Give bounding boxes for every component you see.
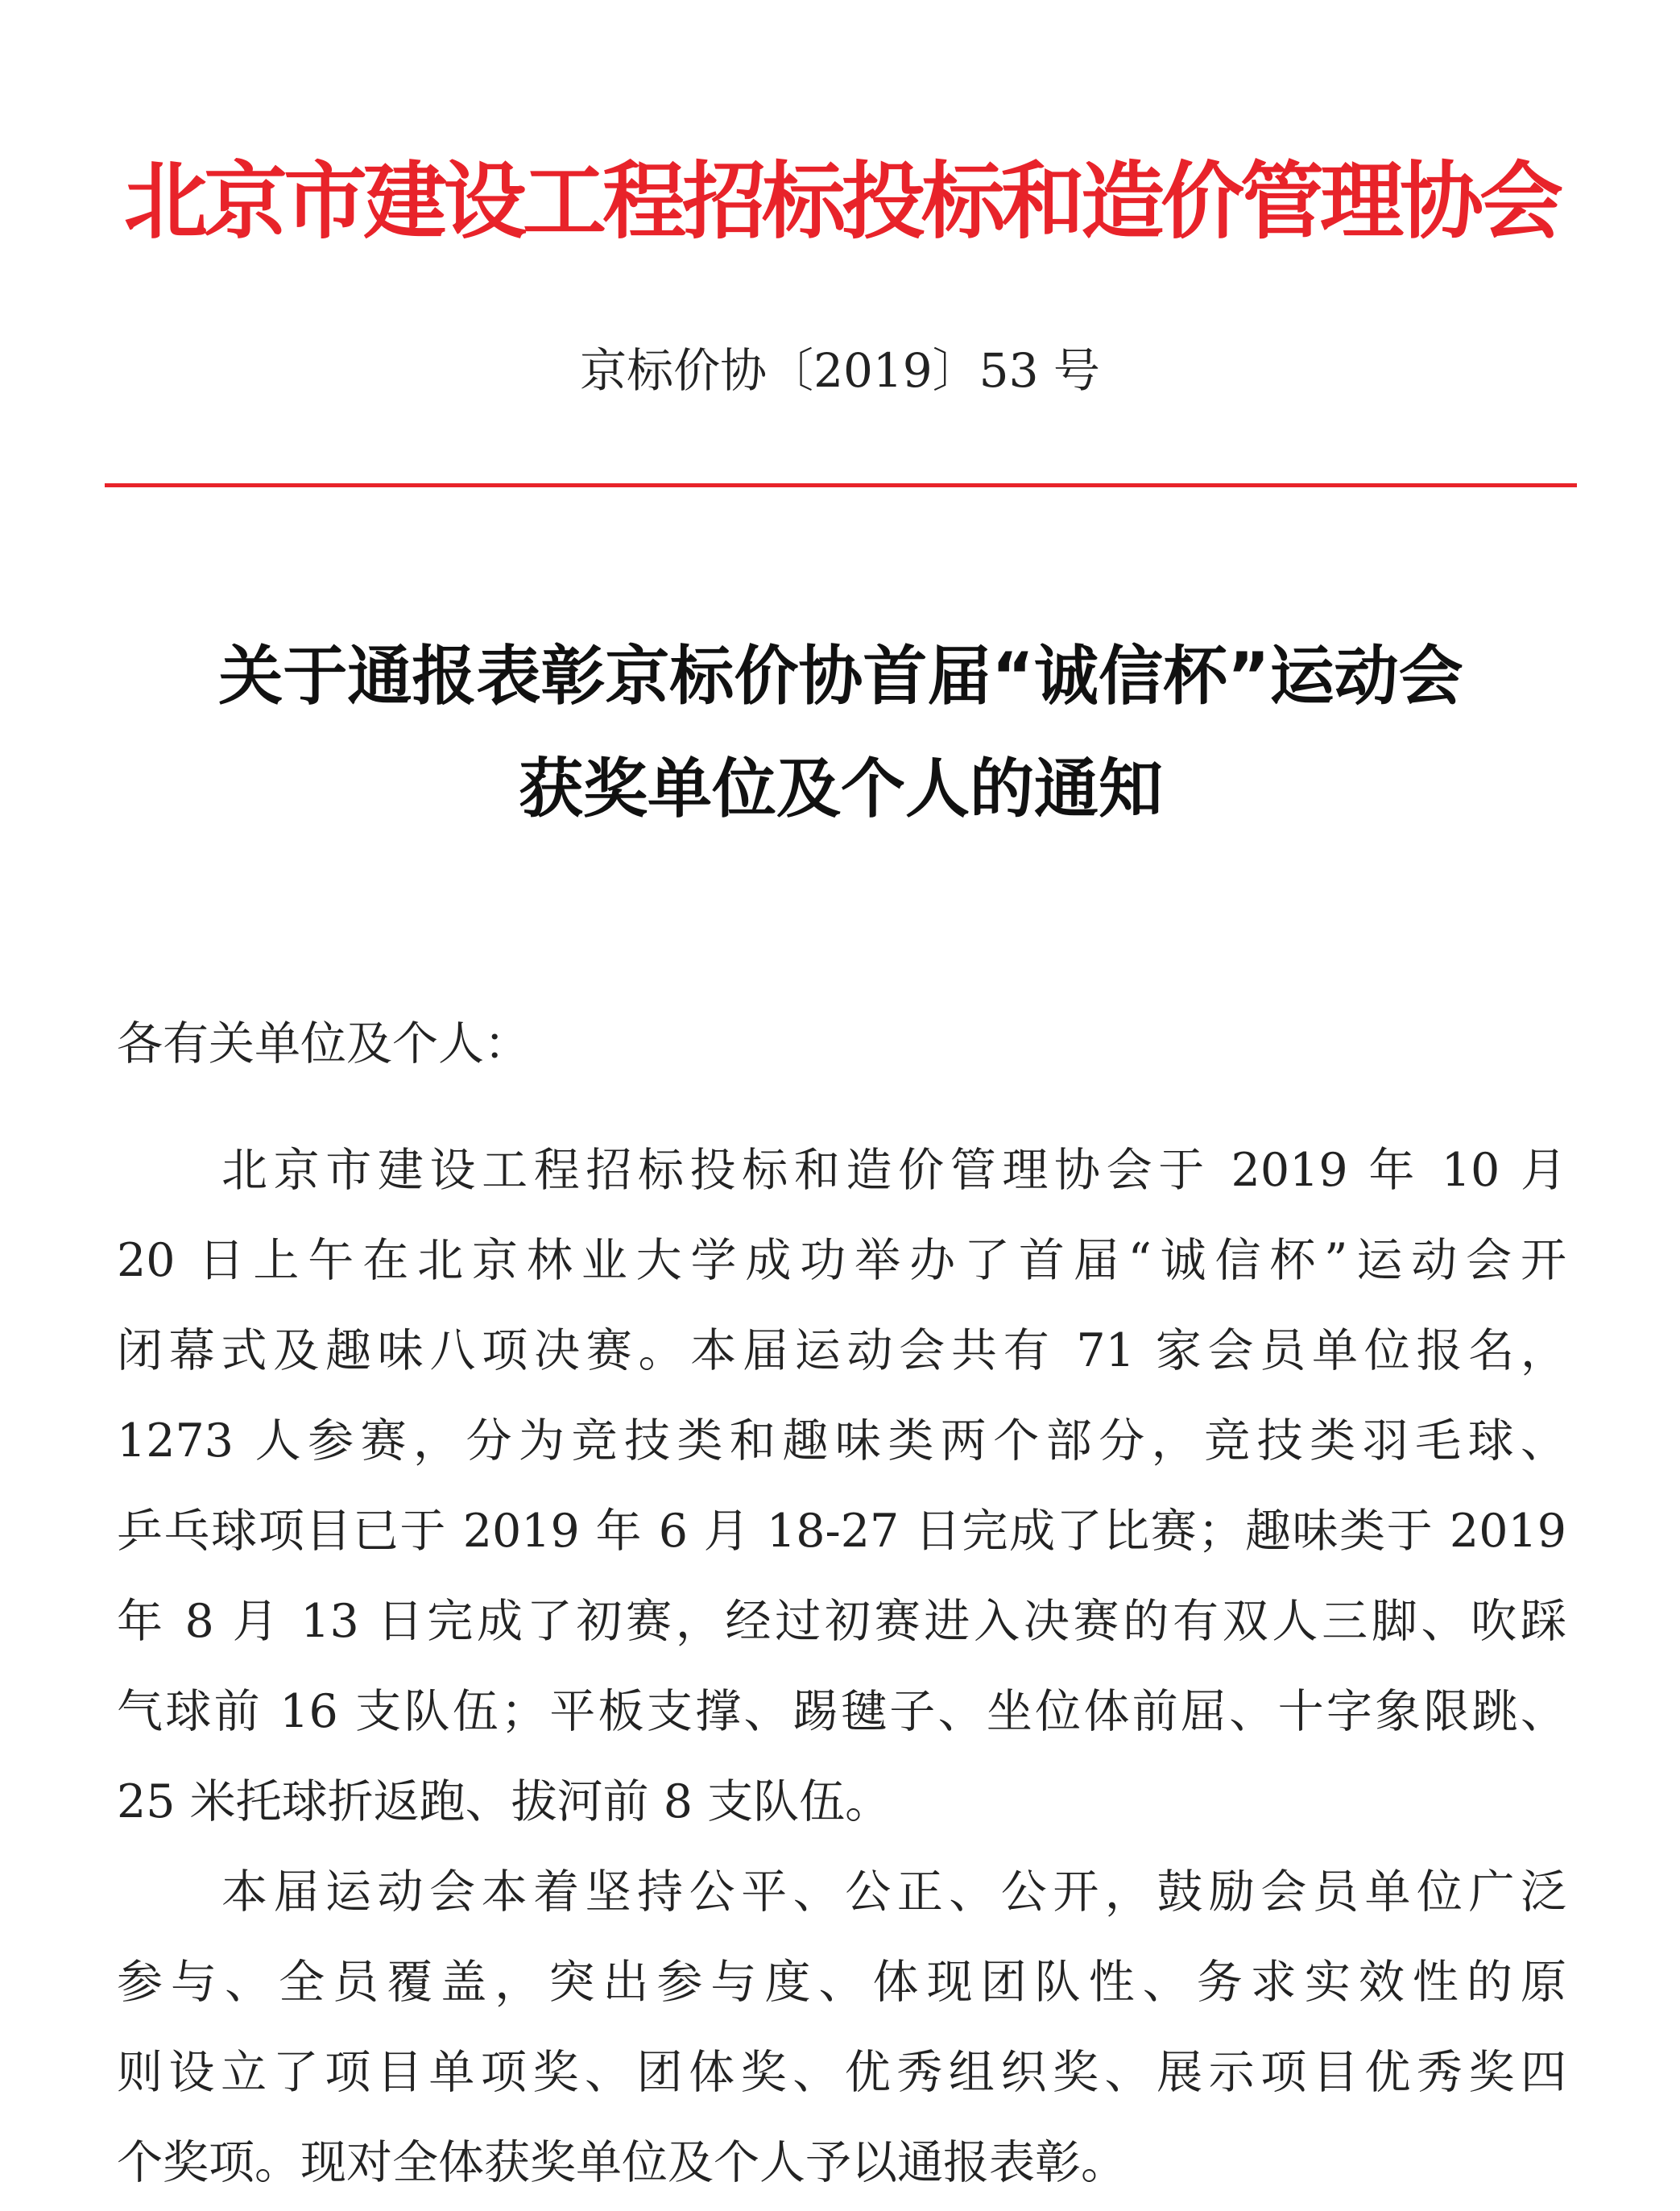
paragraph-line: 闭幕式及趣味八项决赛。本届运动会共有 71 家会员单位报名， <box>117 1324 1566 1377</box>
paragraph-line: 参与、全员覆盖，突出参与度、体现团队性、务求实效性的原 <box>117 1956 1566 2009</box>
title-line: 关于通报表彰京标价协首届“诚信杯”运动会 <box>218 639 1463 714</box>
paragraph-line: 本届运动会本着坚持公平、公正、公开，鼓励会员单位广泛 <box>221 1865 1566 1919</box>
paragraph-line: 20 日上午在北京林业大学成功举办了首届“诚信杯”运动会开 <box>117 1234 1566 1287</box>
document-number: 京标价协〔2019〕53 号 <box>580 343 1100 398</box>
paragraph-line: 个奖项。现对全体获奖单位及个人予以通报表彰。 <box>117 2136 1127 2189</box>
paragraph-line: 25 米托球折返跑、拔河前 8 支队伍。 <box>117 1775 892 1828</box>
paragraph-line: 年 8 月 13 日完成了初赛，经过初赛进入决赛的有双人三脚、吹踩 <box>117 1595 1566 1648</box>
paragraph-2 <box>117 1847 1566 2208</box>
title-line: 获奖单位及个人的通知 <box>519 751 1163 826</box>
paragraph-line: 乒乓球项目已于 2019 年 6 月 18-27 日完成了比赛；趣味类于 2019 <box>117 1505 1566 1558</box>
paragraph-line: 北京市建设工程招标投标和造价管理协会于 2019 年 10 月 <box>221 1144 1566 1197</box>
paragraph-line: 气球前 16 支队伍；平板支撑、踢毽子、坐位体前屈、十字象限跳、 <box>117 1685 1566 1738</box>
organization-header: 北京市建设工程招标投标和造价管理协会 <box>123 151 1559 250</box>
salutation: 各有关单位及个人： <box>117 1017 530 1070</box>
paragraph-1 <box>117 1125 1566 1847</box>
red-divider-line <box>105 483 1577 487</box>
paragraph-line: 1273 人参赛，分为竞技类和趣味类两个部分，竞技类羽毛球、 <box>117 1414 1566 1468</box>
notice-body <box>117 999 1566 2208</box>
paragraph-line: 则设立了项目单项奖、团体奖、优秀组织奖、展示项目优秀奖四 <box>117 2046 1566 2099</box>
notice-title <box>105 620 1577 846</box>
